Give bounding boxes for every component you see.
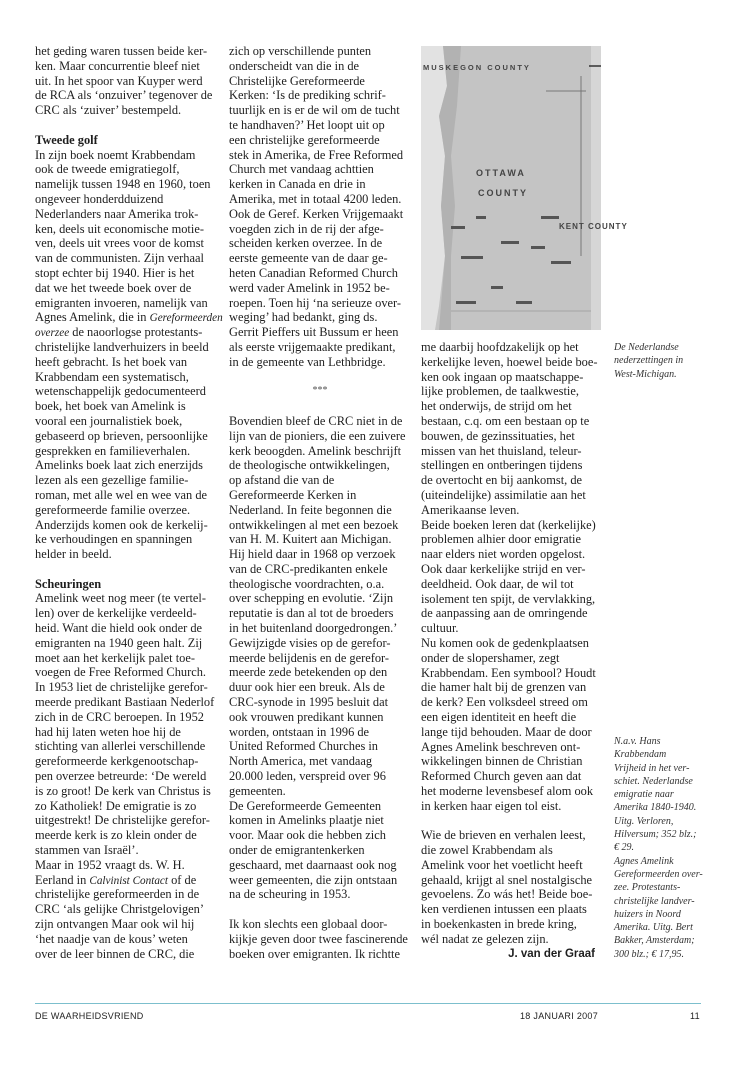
text-line: in het buitenland doorgedrongen.’ bbox=[229, 621, 398, 636]
text-line: stammen van Israël’. bbox=[35, 843, 139, 858]
text-segment: Eerland in bbox=[35, 872, 90, 887]
text-line: me daarbij hoofdzakelijk op het bbox=[421, 340, 579, 354]
text-line: eerste gemeente van de daar ge- bbox=[229, 251, 388, 266]
caption-line: huizers in Noord bbox=[614, 908, 681, 920]
text-line: gereformeerde familie overzee. bbox=[35, 502, 191, 517]
text-line: kerkelijke leven, hoewel beide boe- bbox=[421, 354, 598, 369]
text-line: christelijke landverhuizers in beeld bbox=[35, 339, 209, 354]
text-line: Christelijke Gereformeerde bbox=[229, 73, 365, 88]
blank-line bbox=[35, 118, 217, 133]
caption-line: Hilversum; 352 blz.; bbox=[614, 829, 697, 841]
blank-line bbox=[229, 399, 411, 414]
caption-line: Krabbendam bbox=[614, 749, 667, 761]
text-line: namelijk tussen 1948 en 1960, toen bbox=[35, 177, 211, 192]
text-line: stichting van allerlei verschillende bbox=[35, 739, 206, 754]
text-line: in de gemeente van Lethbridge. bbox=[229, 354, 386, 369]
text-line: CRC als ‘zuiver’ bestempeld. bbox=[35, 103, 182, 118]
text-line: ontwikkelingen al met een bezoek bbox=[229, 517, 399, 532]
text-line: als eerste vrijgemaakte predikant, bbox=[229, 339, 396, 354]
text-line: gereformeerde kerkgenootschap- bbox=[35, 754, 199, 769]
text-line: Nederland. In feite begonnen die bbox=[229, 502, 392, 517]
text-line: lezen als een gezellige familie- bbox=[35, 473, 189, 488]
text-line: stek in Amerika, de Free Reformed bbox=[229, 147, 404, 162]
text-line: ongeveer honderdduizend bbox=[35, 191, 164, 206]
text-line: vooral een journalistiek boek, bbox=[35, 413, 183, 428]
text-line: Krabbendam. Een symbool? Houdt bbox=[421, 665, 596, 680]
section-heading: Tweede golf bbox=[35, 132, 98, 147]
blank-line bbox=[421, 814, 603, 829]
text-line: dat we het tweede boek over de bbox=[35, 280, 192, 295]
map-label-ottawa: OTTAWA bbox=[476, 168, 526, 178]
section-separator: *** bbox=[312, 385, 328, 397]
text-line: Ook de Geref. Kerken Vrijgemaakt bbox=[229, 206, 404, 221]
article-column-3 bbox=[421, 340, 603, 961]
text-line: is zo groot! De kerk van Christus is bbox=[35, 783, 211, 798]
text-line: United Reformed Churches in bbox=[229, 739, 378, 754]
caption-line: 300 blz.; € 17,95. bbox=[614, 948, 684, 960]
text-line: ken verdienen intussen een plaats bbox=[421, 902, 587, 917]
text-line: Amelink voor het voetlicht heeft bbox=[421, 857, 583, 872]
text-line: 20.000 leden, verspreid over 96 bbox=[229, 769, 386, 784]
blank-line bbox=[35, 562, 217, 577]
caption-line: Agnes Amelink bbox=[614, 855, 674, 867]
text-line: geschaard, met daarnaast ook nog bbox=[229, 857, 397, 872]
text-line: Ik kon slechts een globaal door- bbox=[229, 917, 388, 932]
text-line: duur ook hier een breuk. Als de bbox=[229, 680, 385, 695]
text-line: stellingen en ontberingen tijdens bbox=[421, 458, 583, 473]
text-line: pen overzee betreurde: ‘De wereld bbox=[35, 769, 207, 784]
text-line: gevoelens. Zo wás het! Beide boe- bbox=[421, 887, 593, 902]
text-line: moet aan het kerkelijk palet toe- bbox=[35, 650, 195, 665]
map-west-michigan bbox=[421, 46, 628, 330]
caption-line: zee. Protestants- bbox=[614, 882, 681, 894]
text-line: zich in de CRC beroepen. In 1952 bbox=[35, 709, 204, 724]
text-line: ‘het naadje van de kous’ weten bbox=[35, 931, 188, 946]
section-heading: Scheuringen bbox=[35, 576, 102, 591]
text-line: de overtocht en bij aankomst, de bbox=[421, 473, 583, 488]
caption-line: emigratie naar bbox=[614, 789, 674, 801]
text-line: het moderne levensbesef alom ook bbox=[421, 783, 594, 798]
text-line: over de leer binnen de CRC, die bbox=[35, 946, 195, 961]
text-line: onder de slopershamer, zegt bbox=[421, 650, 560, 665]
text-line bbox=[35, 325, 217, 340]
text-line: het geding waren tussen beide ker- bbox=[35, 44, 208, 58]
text-line: worden, ontstaan in 1996 de bbox=[229, 724, 370, 739]
text-line: uitgestrekt! De christelijke gerefor- bbox=[35, 813, 210, 828]
text-line: voegden zich in de rij der afge- bbox=[229, 221, 384, 236]
text-line: ook vrouwen predikant kunnen bbox=[229, 709, 384, 724]
text-line: meerde kerk is zo klein onder de bbox=[35, 828, 197, 843]
text-line: North America, met vandaag bbox=[229, 754, 373, 769]
text-line: roman, met alle wel en wee van de bbox=[35, 487, 208, 502]
text-line: boek, het boek van Amelink is bbox=[35, 399, 186, 414]
text-line: lijke problemen, de taalkwestie, bbox=[421, 384, 579, 399]
text-line: op afstand die van de bbox=[229, 473, 335, 488]
caption-line: nederzettingen in bbox=[614, 355, 684, 367]
text-line: uit. In het spoor van Kuyper werd bbox=[35, 73, 203, 88]
text-line: isolement ten spijt, de vervlakking, bbox=[421, 591, 596, 606]
text-line: van H. M. Kuitert aan Michigan. bbox=[229, 532, 392, 547]
text-line: meerde belijdenis en de gerefor- bbox=[229, 650, 390, 665]
article-column-1 bbox=[35, 44, 223, 961]
text-line: lange tijd behouden. Maar de door bbox=[421, 724, 592, 739]
text-line: weer gemeenten, die zijn ontstaan bbox=[229, 872, 398, 887]
text-line bbox=[35, 310, 223, 325]
text-line: Gerrit Pieffers uit Bussum er heen bbox=[229, 325, 399, 340]
text-segment: de naoorlogse protestants- bbox=[69, 325, 203, 340]
text-line: ken. Maar concurrentie bleef niet bbox=[35, 58, 200, 73]
text-line: gehaald, krijgt al snel nostalgische bbox=[421, 872, 593, 887]
text-line: Hij hield daar in 1968 op verzoek bbox=[229, 547, 396, 562]
caption-line: christelijke landver- bbox=[614, 895, 695, 907]
text-segment: of de bbox=[168, 872, 197, 887]
text-line: ken, deels uit economische motie- bbox=[35, 221, 204, 236]
book-title-italic: Gereformeerden bbox=[149, 312, 223, 325]
text-line: helder in beeld. bbox=[35, 547, 112, 562]
footer-publication: DE WAARHEIDSVRIEND bbox=[35, 1011, 144, 1021]
text-line: heeft gebracht. Is het boek van bbox=[35, 354, 188, 369]
caption-line: De Nederlandse bbox=[614, 342, 679, 353]
text-line: voegen de Free Reformed Church. bbox=[35, 665, 207, 680]
article-column-2 bbox=[229, 44, 411, 961]
caption-line: schiet. Nederlandse bbox=[614, 775, 693, 787]
caption-line: Vrijheid in het ver- bbox=[614, 762, 690, 774]
text-line: cultuur. bbox=[421, 621, 459, 636]
text-line: ven, deels uit vrees voor de komst bbox=[35, 236, 204, 251]
text-line: Wie de brieven en verhalen leest, bbox=[421, 828, 586, 843]
text-line: bouwen, de gezinssituaties, het bbox=[421, 428, 575, 443]
text-line: reputatie is dan al tot de broeders bbox=[229, 606, 394, 621]
caption-line: Gereformeerden over- bbox=[614, 868, 703, 880]
text-line: ken ook ingaan op maatschappe- bbox=[421, 369, 584, 384]
text-line: Bovendien bleef de CRC niet in de bbox=[229, 413, 403, 428]
text-line: tuurlijk en is er de wil om de tucht bbox=[229, 103, 400, 118]
text-line: ke verhoudingen en spanningen bbox=[35, 532, 193, 547]
text-line: Kerken: ‘Is de prediking schrif- bbox=[229, 88, 386, 103]
text-line: van de communisten. Zijn verhaal bbox=[35, 251, 204, 266]
text-line bbox=[35, 873, 217, 888]
text-line: kerk beoogden. Amelink beschrijft bbox=[229, 443, 402, 458]
text-line: komen in Amelinks plaatje niet bbox=[229, 813, 384, 828]
caption-line: West-Michigan. bbox=[614, 368, 677, 380]
text-line: emigranten invoeren, namelijk van bbox=[35, 295, 208, 310]
text-line: boeken over emigranten. Ik richtte bbox=[229, 946, 400, 961]
text-line: bestaan, c.q. om een bestaan op te bbox=[421, 413, 590, 428]
text-line: heten Canadian Reformed Church bbox=[229, 265, 398, 280]
text-line: stopt echter bij 1940. Hier is het bbox=[35, 265, 195, 280]
map-label-kent: KENT COUNTY bbox=[559, 222, 628, 231]
text-line: meerde zede betekenden op den bbox=[229, 665, 388, 680]
footer-page-number: 11 bbox=[690, 1011, 700, 1021]
caption-line: Amerika. Uitg. Bert bbox=[614, 922, 693, 934]
text-line: CRC-synode in 1995 besluit dat bbox=[229, 695, 389, 710]
text-line: kerken in Canada en drie in bbox=[229, 177, 366, 192]
text-line: een christelijke gereformeerde bbox=[229, 132, 380, 147]
text-line: die zowel Krabbendam als bbox=[421, 843, 553, 858]
text-line: onder de emigrantenkerken bbox=[229, 843, 365, 858]
text-line: die hamer halt bij de grenzen van bbox=[421, 680, 587, 695]
text-line: de theologische ontwikkelingen, bbox=[229, 458, 390, 473]
text-line: meerde predikant Bastiaan Nederlof bbox=[35, 695, 215, 710]
caption-line: Amerika 1840-1940. bbox=[614, 802, 697, 814]
text-line: in boekenkasten in brede kring, bbox=[421, 917, 577, 932]
blank-line bbox=[229, 370, 411, 385]
text-line: len) over de kerkelijke verdeeld- bbox=[35, 606, 197, 621]
text-line: Reformed Church geven aan dat bbox=[421, 769, 582, 784]
text-line: Gewijzigde visies op de gerefor- bbox=[229, 635, 391, 650]
text-line: Anderzijds komen ook de kerkelij- bbox=[35, 517, 208, 532]
text-line: zijn ontvangen Maar ook wil hij bbox=[35, 917, 195, 932]
book-title-italic: overzee bbox=[35, 327, 70, 340]
caption-line: € 29. bbox=[614, 842, 634, 854]
text-line: CRC ‘als gelijke Christgelovigen’ bbox=[35, 902, 204, 917]
text-line: (uiteindelijke) assimilatie aan het bbox=[421, 487, 586, 502]
text-line: over schepping en evolutie. ‘Zijn bbox=[229, 591, 394, 606]
text-line: de aanpassing aan de omringende bbox=[421, 606, 588, 621]
text-line: zich op verschillende punten bbox=[229, 44, 372, 58]
text-line: de RCA als ‘onzuiver’ tegenover de bbox=[35, 88, 213, 103]
text-line: roepen. Toen hij ‘na serieuze over- bbox=[229, 295, 402, 310]
text-line: naar elders niet worden opgelost. bbox=[421, 547, 586, 562]
text-line: deeldheid. Ook daar, de wil tot bbox=[421, 576, 574, 591]
author-signature: J. van der Graaf bbox=[508, 947, 595, 960]
text-line: scheiden kerken overzee. In de bbox=[229, 236, 383, 251]
text-line: ook de tweede emigratiegolf, bbox=[35, 162, 180, 177]
text-line: Krabbendam een systematisch, bbox=[35, 369, 189, 384]
text-line: wél nadat ze gelezen zijn. bbox=[421, 931, 549, 946]
text-line: Nu komen ook de gedenkplaatsen bbox=[421, 635, 589, 650]
text-line: de kerk? Een volksdeel streed om bbox=[421, 695, 588, 710]
text-line: gebaseerd op brieven, persoonlijke bbox=[35, 428, 208, 443]
text-line: missen van het thuisland, teleur- bbox=[421, 443, 582, 458]
text-line: theologische voordrachten, o.a. bbox=[229, 576, 385, 591]
text-line: heid. Want die hield ook onder de bbox=[35, 621, 203, 636]
text-line: wetenschappelijk gedocumenteerd bbox=[35, 384, 206, 399]
map-label-county: COUNTY bbox=[478, 188, 528, 198]
footer-date: 18 JANUARI 2007 bbox=[520, 1011, 599, 1021]
text-line: Amerika, met in totaal 4200 leden. bbox=[229, 191, 402, 206]
footer-divider bbox=[35, 1003, 701, 1004]
text-line: Agnes Amelink beschreven ont- bbox=[421, 739, 581, 754]
text-line: werd vader Amelink in 1952 be- bbox=[229, 280, 390, 295]
text-line: gemeenten. bbox=[229, 783, 286, 798]
text-line: weging’ had bedankt, ging ds. bbox=[229, 310, 378, 325]
text-line: Amelinks boek laat zich enerzijds bbox=[35, 458, 203, 473]
caption-line: N.a.v. Hans bbox=[614, 736, 661, 747]
text-line: onderscheidt van die in de bbox=[229, 58, 360, 73]
text-line: Gereformeerde Kerken in bbox=[229, 487, 357, 502]
map-caption bbox=[614, 341, 714, 381]
map-label-muskegon: MUSKEGON COUNTY bbox=[423, 63, 531, 72]
text-line: De Gereformeerde Gemeenten bbox=[229, 798, 382, 813]
text-line: na de scheuring in 1953. bbox=[229, 887, 351, 902]
text-line: problemen alhier door emigratie bbox=[421, 532, 581, 547]
text-line: emigranten na 1940 geen halt. Zij bbox=[35, 635, 203, 650]
text-line: zo Katholiek! De emigratie is zo bbox=[35, 798, 197, 813]
book-references-caption bbox=[614, 735, 714, 961]
caption-line: Uitg. Verloren, bbox=[614, 815, 674, 827]
caption-line: Bakker, Amsterdam; bbox=[614, 935, 695, 947]
text-line: lijn van de pioniers, die een zuivere bbox=[229, 428, 406, 443]
text-line: kijkje geven door twee fascinerende bbox=[229, 931, 408, 946]
text-line: een eigen identiteit en heeft die bbox=[421, 709, 577, 724]
book-title-italic: Calvinist Contact bbox=[89, 874, 168, 887]
text-line: In 1953 liet de christelijke gerefor- bbox=[35, 680, 208, 695]
text-line: Beide boeken leren dat (kerkelijke) bbox=[421, 517, 596, 532]
text-line: Nederlanders naar Amerika trok- bbox=[35, 206, 199, 221]
text-line: in kerken haar eigen tol eist. bbox=[421, 798, 562, 813]
blank-line bbox=[229, 902, 411, 917]
text-line: te handhaven?’ Het loopt uit op bbox=[229, 117, 385, 132]
text-line: van de CRC-predikanten enkele bbox=[229, 561, 388, 576]
text-line: Church met vandaag achttien bbox=[229, 162, 374, 177]
text-line: Maar in 1952 vraagt ds. W. H. bbox=[35, 857, 185, 872]
text-line: Amelink weet nog meer (te vertel- bbox=[35, 591, 206, 606]
text-line: gesprekken en familieverhalen. bbox=[35, 443, 191, 458]
text-segment: Agnes Amelink, die in bbox=[35, 310, 150, 325]
text-line: Ook daar kerkelijke strijd en ver- bbox=[421, 561, 586, 576]
text-line: In zijn boek noemt Krabbendam bbox=[35, 147, 196, 162]
text-line: voor. Maar ook die hebben zich bbox=[229, 828, 386, 843]
text-line: Amerikaanse leven. bbox=[421, 502, 520, 517]
text-line: christelijke gereformeerden in de bbox=[35, 887, 200, 902]
text-line: wikkelingen binnen de Christian bbox=[421, 754, 583, 769]
text-line: het onderwijs, de strijd om het bbox=[421, 399, 572, 414]
text-line: had hij laten weten hoe hij de bbox=[35, 724, 181, 739]
